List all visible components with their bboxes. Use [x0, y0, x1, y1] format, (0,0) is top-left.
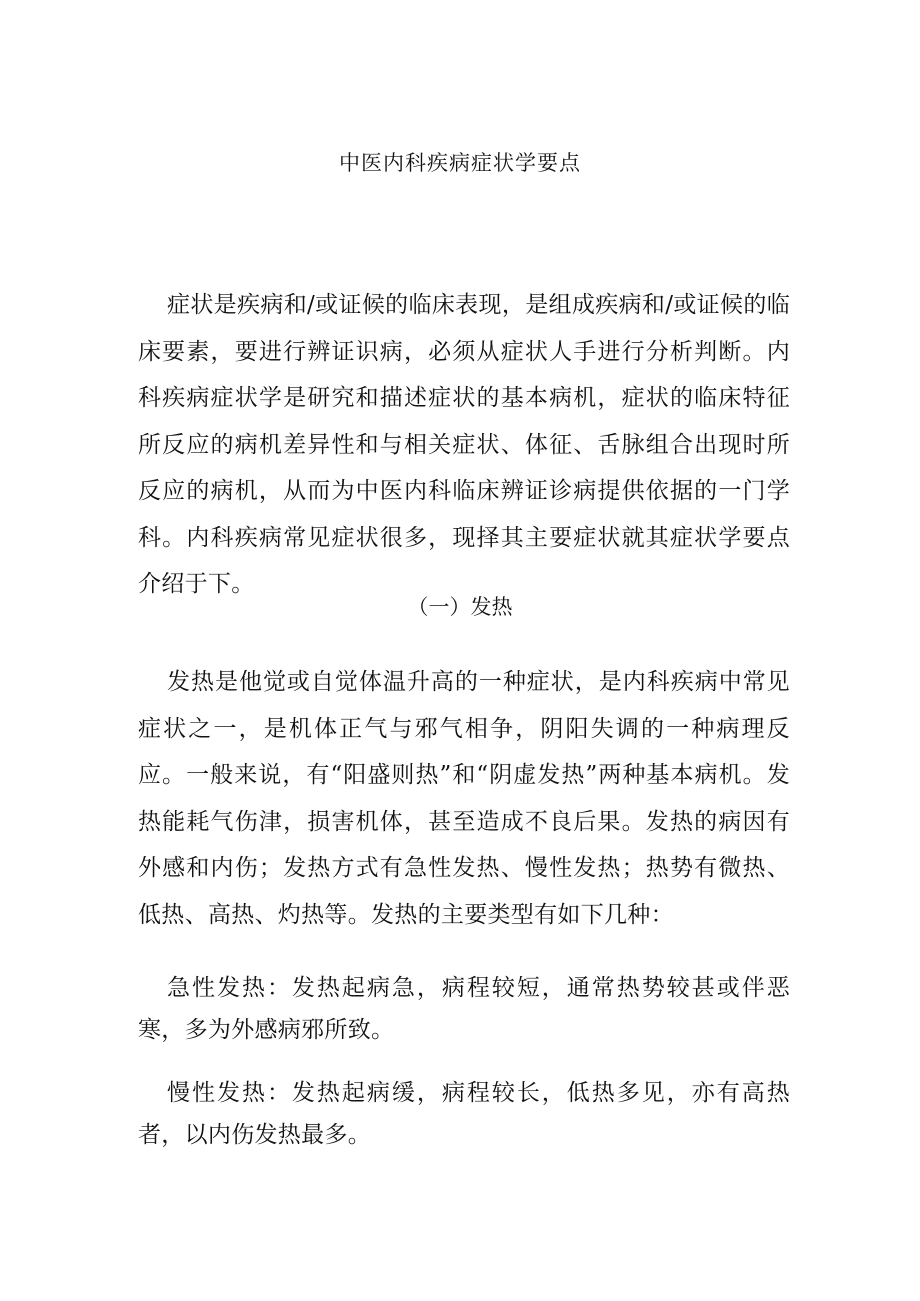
document-title: 中医内科疾病症状学要点 — [339, 151, 581, 175]
section-heading-fever: （一）发热 — [407, 595, 513, 619]
chronic-fever-paragraph: 慢性发热：发热起病缓，病程较长，低热多见，亦有高热者，以内伤发热最多。 — [138, 1080, 790, 1148]
fever-overview-paragraph: 发热是他觉或自觉体温升高的一种症状，是内科疾病中常见症状之一，是机体正气与邪气相争，阴阳失调的一种病理反应。一般来说，有“阳盛则热”和“阴虚发热”两种基本病机。发热能耗气伤津，损害机体，甚至造成不良后果。发热的病因有外感和内伤；发热方式有急性发热、慢性发热；热势有微热、低热、高热、灼热等。发热的主要类型有如下几种： — [138, 669, 790, 928]
intro-paragraph: 症状是疾病和/或证候的临床表现，是组成疾病和/或证候的临床要素，要进行辨证识病，必须从症状人手进行分析判断。内科疾病症状学是研究和描述症状的基本病机，症状的临床特征所反应的病机差异性和与相关症状、体征、舌脉组合出现时所反应的病机，从而为中医内科临床辨证诊病提供依据的一门学科。内科疾病常见症状很多，现择其主要症状就其症状学要点介绍于下。 — [138, 292, 790, 597]
acute-fever-paragraph: 急性发热：发热起病急，病程较短，通常热势较甚或伴恶寒，多为外感病邪所致。 — [138, 975, 790, 1043]
